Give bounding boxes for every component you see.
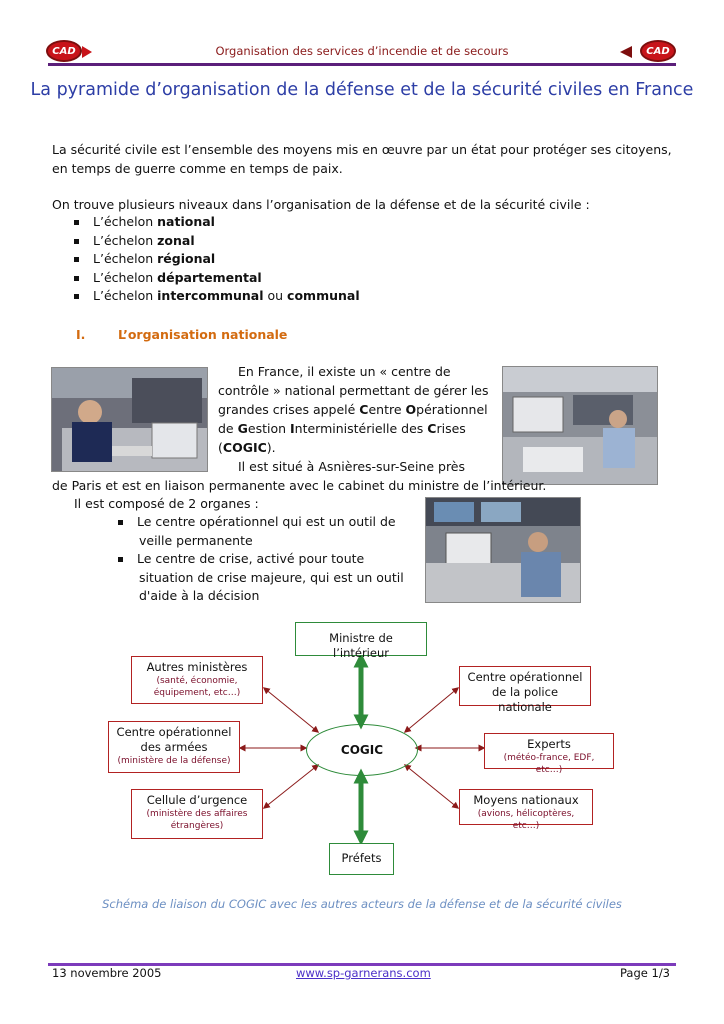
intro-line: La sécurité civile est l’ensemble des moyens mis en œuvre par un état pour protéger ses citoyens, — [52, 142, 672, 157]
levels-intro: On trouve plusieurs niveaux dans l’organisation de la défense et de la sécurité civile : — [52, 197, 590, 212]
list-item: L’échelon national — [74, 213, 474, 232]
box-ministre-interieur: Ministre de l’intérieur — [295, 622, 427, 656]
list-item: Le centre de crise, activé pour toute — [118, 550, 418, 569]
box-autres-ministeres: Autres ministères (santé, économie, équipement, etc…) — [131, 656, 263, 704]
header-title: Organisation des services d’incendie et de secours — [215, 44, 509, 58]
box-centre-armees: Centre opérationnel des armées (ministère de la défense) — [108, 721, 240, 773]
arrow-right3 — [405, 765, 458, 808]
box-police-nationale: Centre opérationnel de la police nationale — [459, 666, 591, 706]
arrow-left3 — [264, 765, 318, 808]
list-item: L’échelon intercommunal ou communal — [74, 287, 474, 306]
footer-website-link[interactable]: www.sp-garnerans.com — [296, 966, 431, 980]
list-item: Le centre opérationnel qui est un outil de — [118, 513, 418, 532]
arrow-right1 — [405, 688, 458, 732]
arrow-left1 — [264, 688, 318, 732]
organs-list: Le centre opérationnel qui est un outil de veille permanente Le centre de crise, activé pour toute situation de crise majeure, qui est un outil d'aide à la décision — [118, 513, 418, 606]
box-cellule-urgence: Cellule d’urgence (ministère des affaires étrangères) — [131, 789, 263, 839]
cad-badge: CAD — [640, 40, 676, 62]
section-number: I. — [76, 327, 86, 342]
list-item: L’échelon départemental — [74, 269, 474, 288]
page-title: La pyramide d’organisation de la défense et de la sécurité civiles en France — [30, 80, 694, 100]
box-experts: Experts (météo-france, EDF, etc…) — [484, 733, 614, 769]
cogic-node: COGIC — [306, 724, 418, 776]
box-moyens-nationaux: Moyens nationaux (avions, hélicoptères, etc…) — [459, 789, 593, 825]
national-text-line: Il est composé de 2 organes : — [74, 496, 259, 511]
national-text-line: de Paris et est en liaison permanente avec le cabinet du ministre de l’intérieur. — [52, 478, 547, 493]
intro-line: en temps de guerre comme en temps de paix. — [52, 161, 343, 176]
list-item: L’échelon zonal — [74, 232, 474, 251]
footer-date: 13 novembre 2005 — [52, 966, 162, 980]
section-title: L’organisation nationale — [118, 327, 288, 342]
national-text: En France, il existe un « centre de contrôle » national permettant de gérer les grandes crises appelé Centre Opérationnel de Gestion Interministérielle des Crises (COGIC). Il est situé à Asnières-sur-Seine près — [218, 364, 489, 474]
box-prefets: Préfets — [329, 843, 394, 875]
footer-page-number: Page 1/3 — [620, 966, 671, 980]
cad-badge: CAD — [46, 40, 82, 62]
diagram-caption: Schéma de liaison du COGIC avec les autres acteurs de la défense et de la sécurité civiles — [102, 897, 622, 911]
list-item: L’échelon régional — [74, 250, 474, 269]
